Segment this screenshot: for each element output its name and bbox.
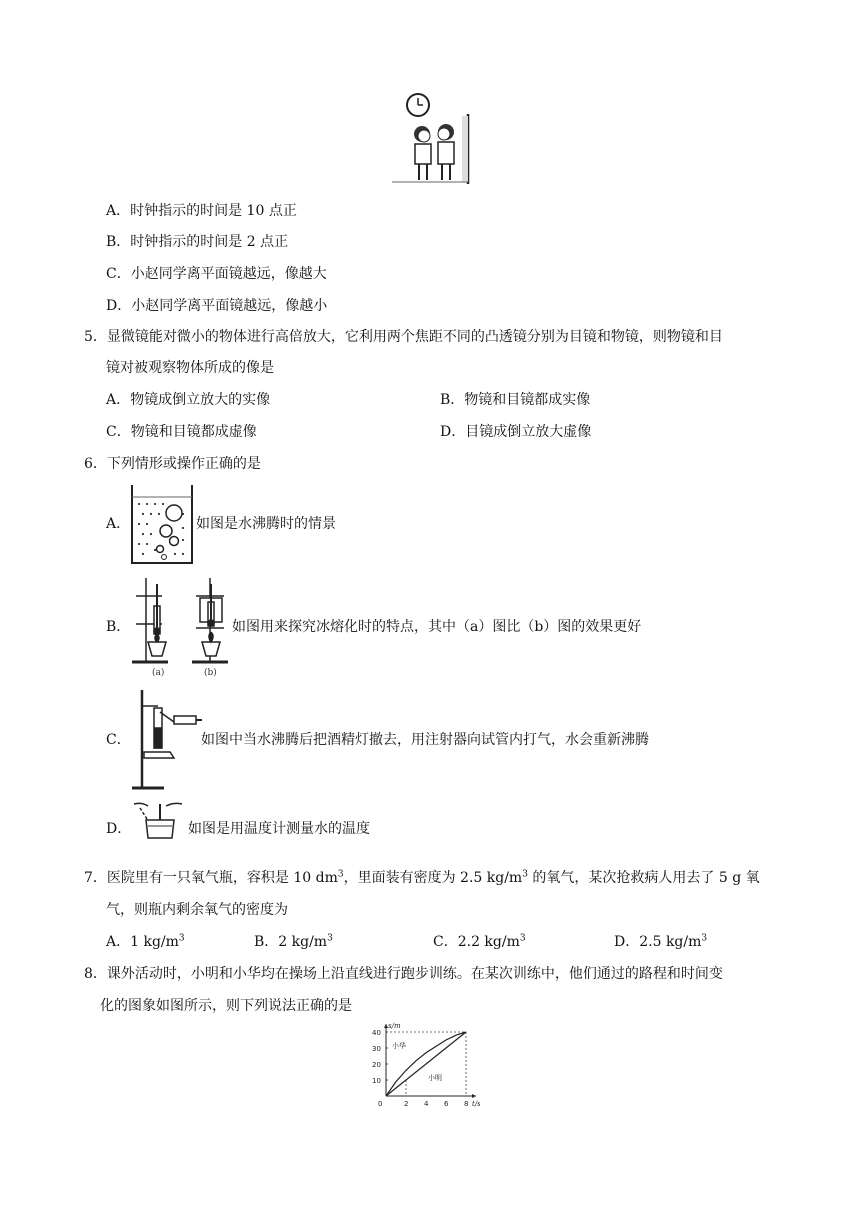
q5-stem-line2: 镜对被观察物体所成的像是 [106, 360, 274, 376]
q7-sup: 3 [327, 933, 333, 944]
q4-option-d: D．小赵同学离平面镜越远，像越小 [106, 298, 328, 314]
q7-option-a-text: A．1 kg/m [106, 934, 179, 950]
q8-chart [366, 1020, 480, 1110]
x-tick-label: 0 [378, 1100, 383, 1108]
y-tick-label: 20 [372, 1061, 381, 1069]
x-axis-arrow [472, 1094, 476, 1098]
q7-option-d-text: D．2.5 kg/m [614, 934, 702, 950]
y-tick-label: 40 [372, 1029, 381, 1037]
q6-option-c-letter: C． [106, 732, 131, 748]
q6-stem: 6．下列情形或操作正确的是 [84, 456, 261, 472]
q7-option-b-text: B．2 kg/m [254, 934, 328, 950]
q7-sup: 3 [337, 869, 344, 880]
q7-option-c [433, 932, 526, 952]
y-tick-label: 30 [372, 1045, 381, 1053]
y-tick-label: 10 [372, 1077, 381, 1085]
q8-stem-line1: 8．课外活动时，小明和小华均在操场上沿直线进行跑步训练。在某次训练中，他们通过的路程和时间变 [84, 966, 723, 982]
x-axis-label: t/s [472, 1100, 480, 1108]
q5-option-d: D．目镜成倒立放大虚像 [440, 424, 592, 440]
q6-option-b-text: 如图用来探究冰熔化时的特点，其中（a）图比（b）图的效果更好 [232, 619, 642, 635]
q7-stem-part2: ，里面装有密度为 2.5 kg/m [343, 870, 523, 886]
q6-a-beaker-figure [130, 483, 194, 565]
q6-option-d-text: 如图是用温度计测量水的温度 [188, 821, 370, 837]
q7-option-a [106, 932, 185, 952]
q6-c-syringe-figure [130, 688, 204, 792]
q7-stem-part1: 7．医院里有一只氧气瓶，容积是 10 dm [84, 870, 338, 886]
clock-icon [407, 94, 429, 116]
x-tick-label: 4 [424, 1100, 429, 1108]
fig-b-label-b: (b) [204, 668, 217, 678]
q5-option-a: A．物镜成倒立放大的实像 [106, 392, 271, 408]
q7-option-d [614, 932, 707, 952]
q4-mirror-figure [388, 92, 476, 184]
q4-option-c: C．小赵同学离平面镜越远，像越大 [106, 266, 327, 282]
q7-stem-line1 [84, 868, 760, 888]
q5-stem-line1: 5．显微镜能对微小的物体进行高倍放大，它利用两个焦距不同的凸透镜分别为目镜和物镜，则物镜和目 [84, 329, 723, 345]
q6-option-b-letter: B． [106, 619, 131, 635]
series-label-1: 小明 [428, 1074, 442, 1082]
q4-option-a: A．时钟指示的时间是 10 点正 [106, 203, 297, 219]
series-label-0: 小华 [392, 1042, 406, 1050]
q6-option-c-text: 如图中当水沸腾后把酒精灯撤去，用注射器向试管内打气，水会重新沸腾 [201, 732, 649, 748]
q6-d-thermometer-figure [130, 800, 186, 840]
q7-stem-part3: 的氧气，某次抢救病人用去了 5 g 氧 [527, 870, 760, 886]
q8-stem-line2: 化的图象如图所示，则下列说法正确的是 [100, 998, 352, 1014]
q6-option-a-letter: A． [106, 516, 131, 532]
q6-b-apparatus-figure [128, 576, 232, 680]
q5-option-c: C．物镜和目镜都成虚像 [106, 424, 257, 440]
x-tick-label: 8 [464, 1100, 469, 1108]
boy-left-icon [414, 126, 431, 180]
q7-stem-line2: 气，则瓶内剩余氧气的密度为 [106, 902, 288, 918]
boy-right-icon [438, 124, 454, 180]
q6-option-a-text: 如图是水沸腾时的情景 [196, 516, 336, 532]
q7-option-c-text: C．2.2 kg/m [433, 934, 520, 950]
q5-option-b: B．物镜和目镜都成实像 [440, 392, 591, 408]
q8-chart-svg [366, 1020, 480, 1110]
q7-option-b [254, 932, 333, 952]
fig-b-label-a: (a) [152, 668, 165, 678]
q7-sup: 3 [519, 933, 526, 944]
x-tick-label: 2 [404, 1100, 409, 1108]
q7-sup: 3 [178, 933, 185, 944]
q7-sup: 3 [701, 933, 708, 944]
y-axis-label: s/m [388, 1022, 401, 1030]
q6-option-d-letter: D． [106, 821, 132, 837]
x-tick-label: 6 [444, 1100, 449, 1108]
q4-option-b: B．时钟指示的时间是 2 点正 [106, 234, 289, 250]
q7-sup: 3 [522, 869, 528, 880]
